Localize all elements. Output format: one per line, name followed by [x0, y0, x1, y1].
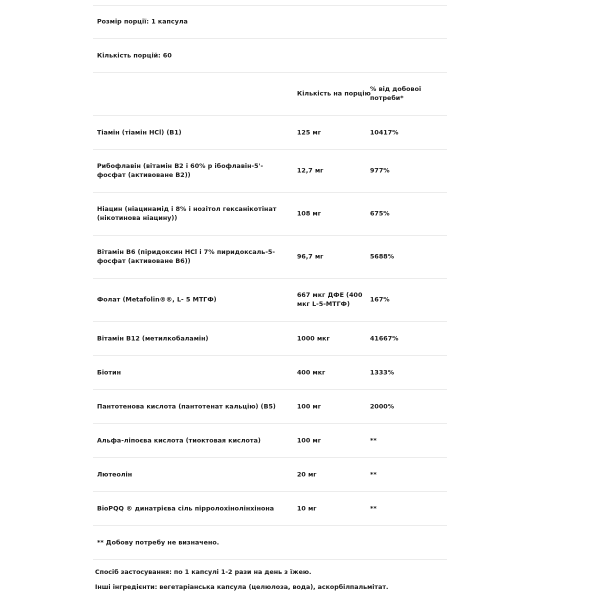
servings-count-row — [93, 39, 447, 73]
nutrient-amount: 20 мг — [297, 471, 317, 478]
header-daily-value: % від добової потреби* — [370, 86, 422, 102]
table-row — [93, 424, 447, 458]
table-header-row — [93, 73, 447, 116]
nutrient-amount: 400 мкг — [297, 369, 326, 376]
nutrient-dv: 675% — [370, 210, 390, 218]
nutrient-amount: 10 мг — [297, 505, 317, 512]
nutrient-name: Вітамін B6 (піридоксин HCl і 7% пиридоксаль-5-фосфат (активоване B6)) — [97, 249, 276, 265]
nutrient-name: Рибофлавін (вітамін B2 і 60% р ібофлавін-5'-фосфат (активоване B2)) — [97, 163, 264, 179]
table-row — [93, 236, 447, 279]
nutrient-name: Тіамін (тіамін HCl) (B1) — [97, 129, 182, 136]
table-row — [93, 356, 447, 390]
nutrient-amount: 100 мг — [297, 403, 322, 410]
nutrient-dv: 977% — [370, 167, 390, 175]
nutrient-dv: 10417% — [370, 129, 399, 136]
nutrient-amount: 96,7 мг — [297, 253, 324, 261]
table-row — [93, 322, 447, 356]
table-row — [93, 458, 447, 492]
nutrient-dv: ** — [370, 471, 377, 478]
usage-instructions: Спосіб застосування: по 1 капсулі 1-2 рази на день з їжею. — [95, 569, 312, 576]
nutrient-name: Альфа-ліпоєва кислота (тиоктовая кислота) — [97, 437, 261, 444]
nutrient-amount: 100 мг — [297, 437, 322, 444]
nutrient-name: Ніацин (ніацинамід і 8% і нозітол гексанікотінат (нікотинова ніацину)) — [97, 206, 277, 222]
table-row — [93, 390, 447, 424]
footnote-row — [93, 526, 447, 560]
nutrient-amount: 125 мг — [297, 129, 322, 136]
table-row — [93, 193, 447, 236]
nutrient-amount: 667 мкг ДФЕ (400 мкг L-5-МТГФ) — [297, 292, 363, 308]
table-row — [93, 492, 447, 526]
nutrient-amount: 12,7 мг — [297, 167, 324, 175]
nutrient-dv: 5688% — [370, 253, 395, 261]
supplement-facts-table — [93, 0, 447, 560]
header-amount: Кількість на порцію — [297, 90, 371, 98]
table-row — [93, 279, 447, 322]
table-row — [93, 150, 447, 193]
footnote: ** Добову потребу не визначено. — [97, 539, 220, 546]
nutrient-dv: 41667% — [370, 335, 399, 342]
servings-count: Кількість порцій: 60 — [97, 52, 172, 59]
serving-size: Розмір порції: 1 капсула — [97, 18, 188, 26]
nutrient-name: Біотин — [97, 369, 121, 376]
serving-size-row — [93, 5, 447, 39]
nutrient-amount: 108 мг — [297, 210, 322, 218]
nutrient-dv: ** — [370, 505, 377, 512]
nutrient-name: Лютеолін — [97, 471, 133, 478]
other-ingredients: Інші інгредієнти: вегетаріанська капсула (целюлоза, вода), аскорбілпальмітат. — [95, 584, 389, 591]
nutrient-name: Пантотенова кислота (пантотенат кальцію) (B5) — [97, 403, 276, 410]
nutrient-name: Вітамін B12 (метилкобаламін) — [97, 335, 209, 342]
nutrient-name: BioPQQ ® динатрієва сіль пірролохінолінхінона — [97, 505, 275, 512]
product-notes — [95, 568, 515, 598]
table-row — [93, 116, 447, 150]
nutrient-name: Фолат (Metafolin®®, L- 5 МТГФ) — [97, 296, 217, 304]
nutrient-amount: 1000 мкг — [297, 335, 330, 342]
nutrient-dv: 1333% — [370, 369, 395, 376]
nutrient-dv: 167% — [370, 296, 390, 304]
nutrient-dv: ** — [370, 437, 377, 444]
nutrient-dv: 2000% — [370, 403, 395, 410]
